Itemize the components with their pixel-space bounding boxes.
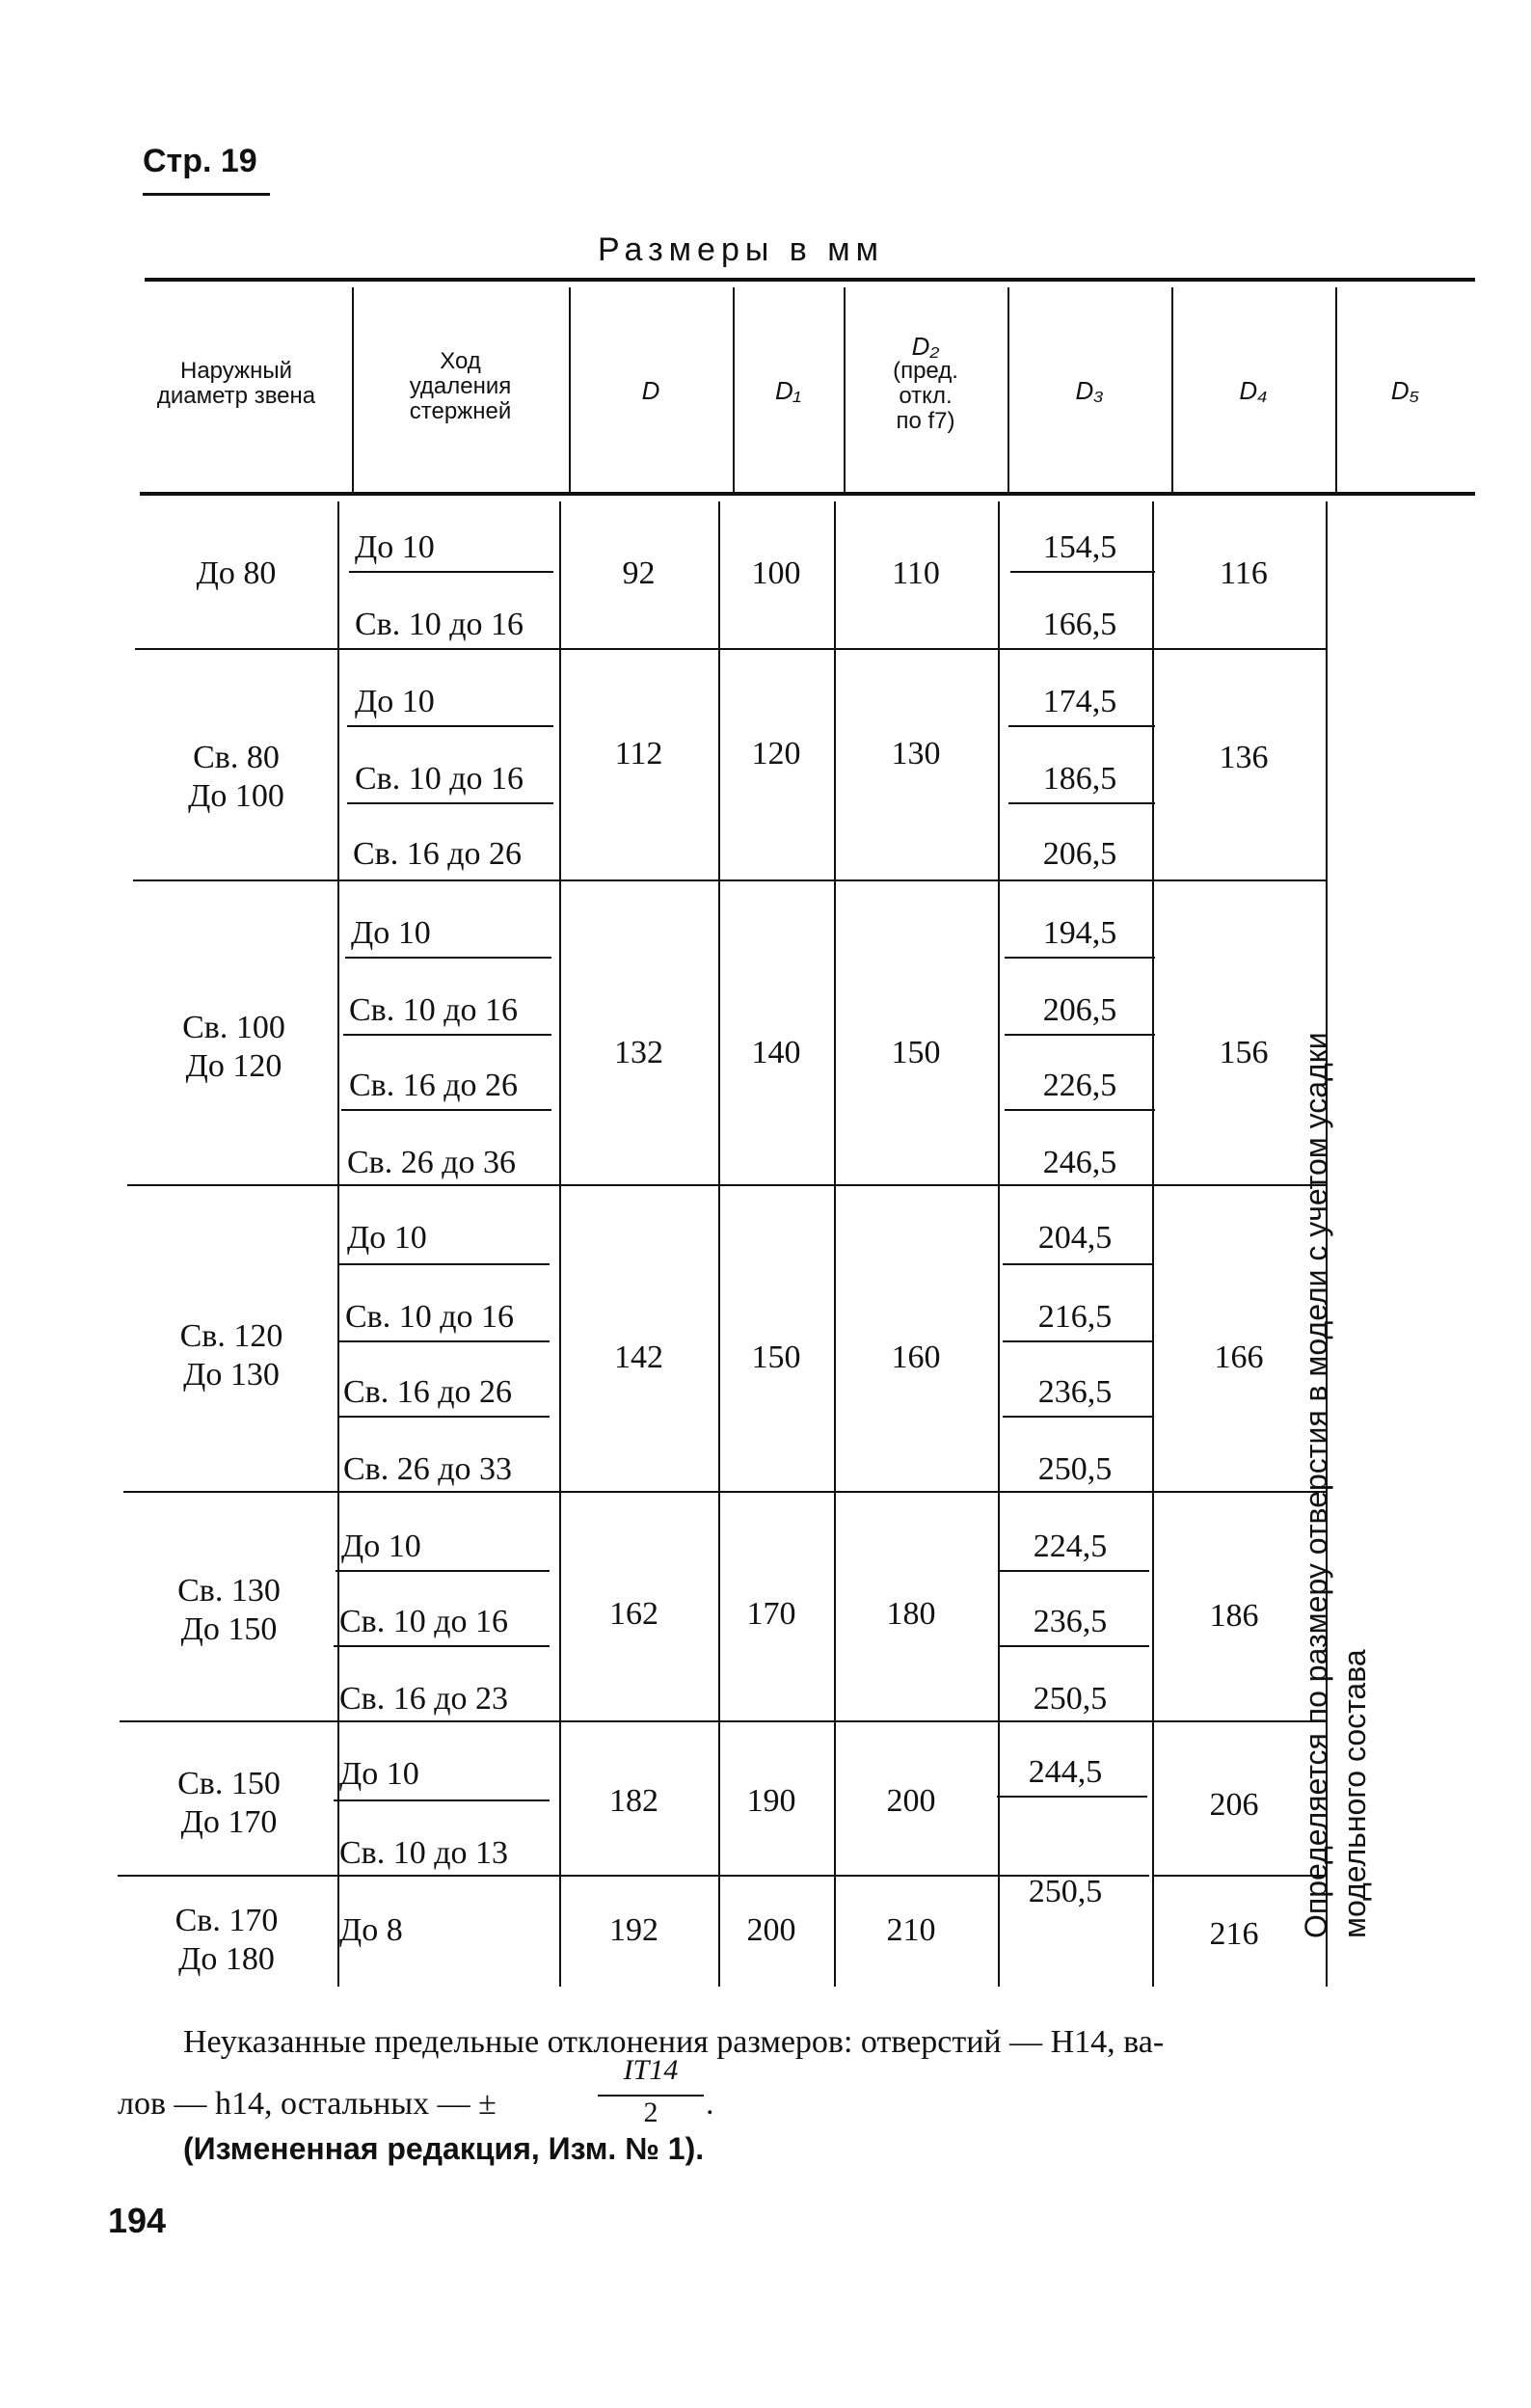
stroke-underline bbox=[347, 802, 553, 804]
D3-underline bbox=[1008, 725, 1155, 727]
diameter-line: Св. 100 bbox=[182, 1010, 285, 1045]
group-rule bbox=[127, 1184, 1326, 1186]
D3-cell: 206,5 bbox=[1042, 836, 1117, 872]
stroke-underline bbox=[345, 957, 551, 959]
header-D3: D₃ bbox=[1075, 376, 1104, 405]
group-rule bbox=[998, 1720, 1152, 1722]
D-cell: 112 bbox=[614, 736, 663, 771]
header-D5: D₅ bbox=[1390, 376, 1420, 405]
D4-cell: 136 bbox=[1219, 740, 1269, 775]
D-cell: 92 bbox=[622, 555, 656, 591]
page-number: 194 bbox=[108, 2201, 167, 2240]
D5-note-line: Определяется по размеру отверстия в модели с учетом усадки bbox=[1299, 1032, 1333, 1938]
diameter-line: До 150 bbox=[180, 1611, 278, 1647]
group-rule bbox=[135, 648, 1326, 650]
D3-underline bbox=[997, 1796, 1147, 1798]
diameter-line: До 180 bbox=[178, 1941, 275, 1977]
D3-cell: 250,5 bbox=[1033, 1681, 1108, 1717]
amendment-note: (Измененная редакция, Изм. № 1). bbox=[183, 2131, 705, 2166]
stroke-cell: Св. 26 до 36 bbox=[347, 1145, 517, 1180]
stroke-underline bbox=[341, 1109, 551, 1111]
footnote-line-2-text: лов — h14, остальных — ± bbox=[118, 2086, 497, 2122]
diameter-cell bbox=[135, 555, 337, 593]
D3-cell: 166,5 bbox=[1042, 607, 1117, 642]
D3-cell: 244,5 bbox=[1028, 1754, 1103, 1790]
diameter-line: До 100 bbox=[188, 778, 284, 814]
page-label-underline bbox=[143, 193, 270, 196]
stroke-cell: Св. 10 до 16 bbox=[339, 1604, 509, 1639]
D4-cell: 206 bbox=[1209, 1787, 1259, 1823]
diameter-cell bbox=[121, 1765, 337, 1842]
D2-cell: 210 bbox=[886, 1912, 936, 1948]
D1-cell: 100 bbox=[751, 555, 801, 591]
stroke-cell: Св. 10 до 16 bbox=[349, 992, 519, 1028]
D3-underline bbox=[999, 1570, 1149, 1572]
stroke-cell: Св. 16 до 23 bbox=[339, 1681, 509, 1717]
stroke-cell: До 10 bbox=[339, 1756, 419, 1792]
stroke-cell: До 8 bbox=[339, 1912, 403, 1948]
stroke-cell: Св. 10 до 16 bbox=[355, 607, 524, 642]
diameter-cell bbox=[116, 1902, 337, 1979]
header-line: Наружный bbox=[180, 358, 292, 384]
stroke-underline bbox=[337, 1416, 550, 1418]
header-line: откл. bbox=[899, 383, 953, 409]
D1-cell: 200 bbox=[746, 1912, 796, 1948]
D3-cell: 204,5 bbox=[1037, 1220, 1113, 1256]
stroke-cell: До 10 bbox=[341, 1529, 421, 1564]
stroke-cell: До 10 bbox=[355, 529, 435, 565]
body-divider bbox=[559, 501, 561, 1987]
fraction-denominator: 2 bbox=[643, 2097, 658, 2128]
D4-cell: 166 bbox=[1214, 1339, 1264, 1375]
D2-cell: 160 bbox=[891, 1339, 941, 1375]
diameter-cell bbox=[130, 1009, 337, 1086]
diameter-cell bbox=[121, 1572, 337, 1649]
stroke-cell: Св. 10 до 13 bbox=[339, 1835, 509, 1871]
stroke-underline bbox=[349, 571, 553, 573]
D3-underline bbox=[1005, 1109, 1155, 1111]
D2-cell: 110 bbox=[892, 555, 940, 591]
D4-cell: 156 bbox=[1219, 1035, 1269, 1070]
D3-underline bbox=[999, 1645, 1149, 1647]
stroke-cell: Св. 16 до 26 bbox=[353, 836, 523, 872]
header-line: (пред. bbox=[893, 358, 958, 384]
stroke-cell: Св. 10 до 16 bbox=[345, 1299, 515, 1335]
header-line: Ход bbox=[440, 348, 481, 374]
D3-shared-cell: 250,5 bbox=[1028, 1874, 1103, 1909]
header-line: удаления bbox=[409, 373, 512, 399]
D3-underline bbox=[1003, 1340, 1153, 1342]
D1-cell: 150 bbox=[751, 1339, 801, 1375]
D4-cell: 186 bbox=[1209, 1598, 1259, 1634]
D1-cell: 140 bbox=[751, 1035, 801, 1070]
stroke-cell: Св. 16 до 26 bbox=[343, 1374, 513, 1410]
D1-cell: 120 bbox=[751, 736, 801, 771]
body-divider bbox=[834, 501, 836, 1987]
D3-cell: 250,5 bbox=[1037, 1451, 1113, 1487]
stroke-underline bbox=[343, 1034, 551, 1036]
D3-underline bbox=[1010, 571, 1155, 573]
D3-underline bbox=[1003, 1263, 1153, 1265]
D-cell: 192 bbox=[609, 1912, 658, 1948]
D3-cell: 186,5 bbox=[1042, 761, 1117, 797]
stroke-underline bbox=[336, 1570, 550, 1572]
D2-cell: 200 bbox=[886, 1783, 936, 1819]
header-outer-diameter bbox=[121, 359, 352, 409]
D4-cell: 216 bbox=[1209, 1916, 1259, 1952]
D1-cell: 170 bbox=[746, 1596, 796, 1632]
D-cell: 162 bbox=[609, 1596, 658, 1632]
stroke-underline bbox=[347, 725, 553, 727]
diameter-line: Св. 170 bbox=[175, 1903, 279, 1938]
D1-cell: 190 bbox=[746, 1783, 796, 1819]
diameter-line: Св. 120 bbox=[179, 1318, 283, 1354]
D3-cell: 216,5 bbox=[1037, 1299, 1113, 1335]
D2-cell: 150 bbox=[891, 1035, 941, 1070]
D2-cell: 180 bbox=[886, 1596, 936, 1632]
header-line: стержней bbox=[409, 398, 512, 424]
body-divider bbox=[1152, 501, 1154, 1987]
diameter-cell bbox=[125, 1317, 337, 1394]
diameter-line: До 80 bbox=[196, 555, 277, 591]
D-cell: 142 bbox=[614, 1339, 663, 1375]
stroke-cell: До 10 bbox=[355, 684, 435, 719]
D-cell: 182 bbox=[609, 1783, 658, 1819]
D4-cell: 116 bbox=[1220, 555, 1268, 591]
D-cell: 132 bbox=[614, 1035, 663, 1070]
footnote-line-2 bbox=[118, 2083, 497, 2125]
footnote-line-2-end: . bbox=[706, 2086, 714, 2122]
page-label: Стр. 19 bbox=[143, 143, 257, 179]
D3-cell: 194,5 bbox=[1042, 915, 1117, 951]
D3-underline bbox=[1005, 1034, 1155, 1036]
stroke-underline bbox=[339, 1263, 550, 1265]
diameter-line: До 170 bbox=[180, 1804, 278, 1840]
group-rule bbox=[123, 1491, 1326, 1493]
footnote-line-1: Неуказанные предельные отклонения размеров: отверстий — H14, ва- bbox=[183, 2024, 1165, 2060]
header-D2 bbox=[844, 334, 1007, 434]
table-caption: Размеры в мм bbox=[598, 231, 885, 268]
D3-cell: 206,5 bbox=[1042, 992, 1117, 1028]
diameter-cell bbox=[135, 739, 337, 816]
header-D: D bbox=[641, 376, 660, 405]
D3-cell: 154,5 bbox=[1042, 529, 1117, 565]
stroke-cell: Св. 16 до 26 bbox=[349, 1068, 519, 1103]
stroke-cell: До 10 bbox=[347, 1220, 427, 1256]
D3-cell: 226,5 bbox=[1042, 1068, 1117, 1103]
table-top-rule bbox=[145, 278, 1475, 282]
header-line: диаметр звена bbox=[156, 383, 316, 409]
diameter-line: Св. 130 bbox=[177, 1573, 281, 1609]
header-line: D₂ bbox=[911, 332, 940, 361]
header-D4: D₄ bbox=[1239, 376, 1268, 405]
diameter-line: До 120 bbox=[185, 1048, 282, 1084]
fraction-numerator: IT14 bbox=[623, 2054, 679, 2086]
header-line: по f7) bbox=[896, 408, 955, 434]
D3-cell: 236,5 bbox=[1033, 1604, 1108, 1639]
stroke-cell: Св. 26 до 33 bbox=[343, 1451, 513, 1487]
D5-note-line: модельного состава bbox=[1337, 1649, 1372, 1938]
diameter-line: Св. 150 bbox=[177, 1766, 281, 1801]
D3-underline bbox=[1003, 1416, 1153, 1418]
D3-underline bbox=[1005, 957, 1155, 959]
D2-cell: 130 bbox=[891, 736, 941, 771]
D3-cell: 224,5 bbox=[1033, 1529, 1108, 1564]
D3-cell: 236,5 bbox=[1037, 1374, 1113, 1410]
header-D1: D₁ bbox=[775, 376, 801, 405]
group-rule bbox=[133, 879, 1326, 881]
header-stroke bbox=[352, 349, 569, 424]
stroke-underline bbox=[334, 1799, 550, 1801]
stroke-cell: Св. 10 до 16 bbox=[355, 761, 524, 797]
stroke-cell: До 10 bbox=[351, 915, 431, 951]
stroke-underline bbox=[334, 1645, 550, 1647]
D5-note bbox=[1297, 1032, 1374, 1938]
header-bottom-rule bbox=[140, 492, 1475, 496]
body-divider bbox=[718, 501, 720, 1987]
D3-cell: 246,5 bbox=[1042, 1145, 1117, 1180]
diameter-line: До 130 bbox=[183, 1357, 280, 1393]
D3-cell: 174,5 bbox=[1042, 684, 1117, 719]
D3-underline bbox=[1008, 802, 1155, 804]
diameter-line: Св. 80 bbox=[193, 740, 280, 775]
stroke-underline bbox=[337, 1340, 550, 1342]
